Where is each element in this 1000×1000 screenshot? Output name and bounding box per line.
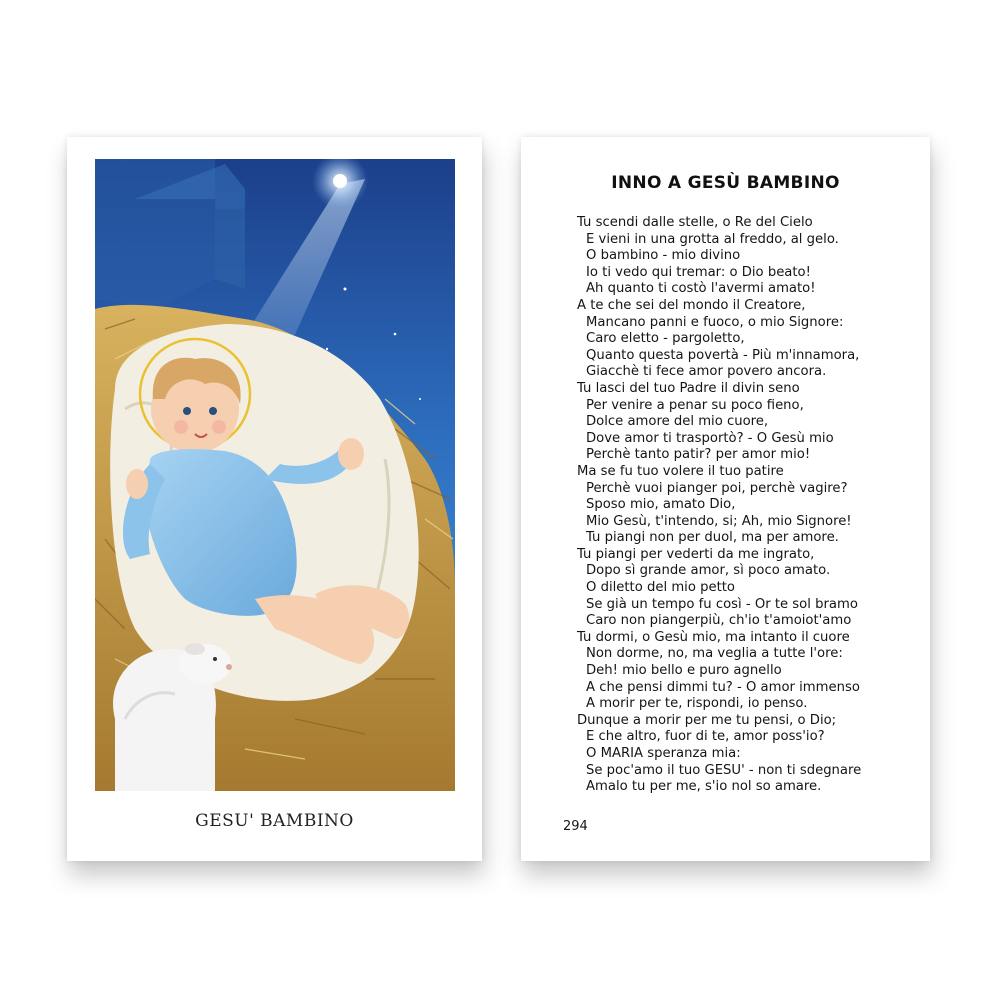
verse-line: Perchè vuoi pianger poi, perchè vagire? xyxy=(586,480,848,496)
stanza xyxy=(577,381,917,464)
verse-line: Dove amor ti trasportò? - O Gesù mio xyxy=(586,430,834,446)
verse-line: Ah quanto ti costò l'avermi amato! xyxy=(586,281,816,297)
verse-line: Se già un tempo fu così - Or te sol bramo xyxy=(586,596,858,612)
hymn-title: INNO A GESÙ BAMBINO xyxy=(611,173,840,193)
holy-card-front xyxy=(67,137,482,861)
verse-line: Caro non piangerpiù, ch'io t'amoiot'amo xyxy=(586,613,852,629)
verse-line: Ma se fu tuo volere il tuo patire xyxy=(577,463,784,479)
verse-line: Se poc'amo il tuo GESU' - non ti sdegnare xyxy=(586,762,862,778)
verse-line: A che pensi dimmi tu? - O amor immenso xyxy=(586,679,860,695)
verse-line: E che altro, fuor di te, amor poss'io? xyxy=(586,729,825,745)
verse-line: Tu scendi dalle stelle, o Re del Cielo xyxy=(577,215,813,230)
stanza xyxy=(577,215,917,298)
verse-line: Dolce amore del mio cuore, xyxy=(586,414,769,430)
verse-line: O MARIA speranza mia: xyxy=(586,746,741,761)
baby-jesus-illustration xyxy=(95,159,455,791)
verse-line: Dunque a morir per me tu pensi, o Dio; xyxy=(577,712,837,728)
verse-line: Non dorme, no, ma veglia a tutte l'ore: xyxy=(586,646,843,662)
holy-card-back xyxy=(521,137,930,861)
verse-line: A morir per te, rispondi, io penso. xyxy=(586,696,808,712)
verse-line: A te che sei del mondo il Creatore, xyxy=(577,297,806,313)
stanza xyxy=(577,464,917,547)
stanza xyxy=(577,298,917,381)
stanza xyxy=(577,630,917,713)
star-core xyxy=(333,174,347,188)
hymn-verses xyxy=(577,215,917,796)
verse-line: E vieni in una grotta al freddo, al gelo. xyxy=(586,231,839,247)
verse-line: O bambino - mio divino xyxy=(586,248,741,264)
verse-line: Sposo mio, amato Dio, xyxy=(586,497,736,513)
verse-line: Dopo sì grande amor, sì poco amato. xyxy=(586,563,831,579)
verse-line: Mancano panni e fuoco, o mio Signore: xyxy=(586,314,844,330)
verse-line: Tu dormi, o Gesù mio, ma intanto il cuore xyxy=(577,629,850,645)
verse-line: Tu piangi per vederti da me ingrato, xyxy=(577,546,815,562)
verse-line: Tu piangi non per duol, ma per amore. xyxy=(586,530,839,546)
stable-wall xyxy=(95,159,245,309)
stanza xyxy=(577,713,917,796)
verse-line: Per venire a penar su poco fieno, xyxy=(586,397,804,413)
verse-line: O diletto del mio petto xyxy=(586,580,735,596)
verse-line: Mio Gesù, t'intendo, si; Ah, mio Signore! xyxy=(586,513,852,529)
verse-line: Tu lasci del tuo Padre il divin seno xyxy=(577,380,800,396)
card-number: 294 xyxy=(563,819,588,834)
verse-line: Caro eletto - pargoletto, xyxy=(586,331,745,347)
card-caption: GESU' BAMBINO xyxy=(195,811,354,831)
stanza xyxy=(577,547,917,630)
verse-line: Giacchè ti fece amor povero ancora. xyxy=(586,364,827,380)
baby-head xyxy=(151,358,241,453)
lamb xyxy=(113,643,232,791)
verse-line: Deh! mio bello e puro agnello xyxy=(586,663,782,679)
verse-line: Perchè tanto patir? per amor mio! xyxy=(586,447,811,463)
verse-line: Quanto questa povertà - Più m'innamora, xyxy=(586,347,860,363)
verse-line: Io ti vedo qui tremar: o Dio beato! xyxy=(586,264,811,280)
verse-line: Amalo tu per me, s'io nol so amare. xyxy=(586,779,822,795)
